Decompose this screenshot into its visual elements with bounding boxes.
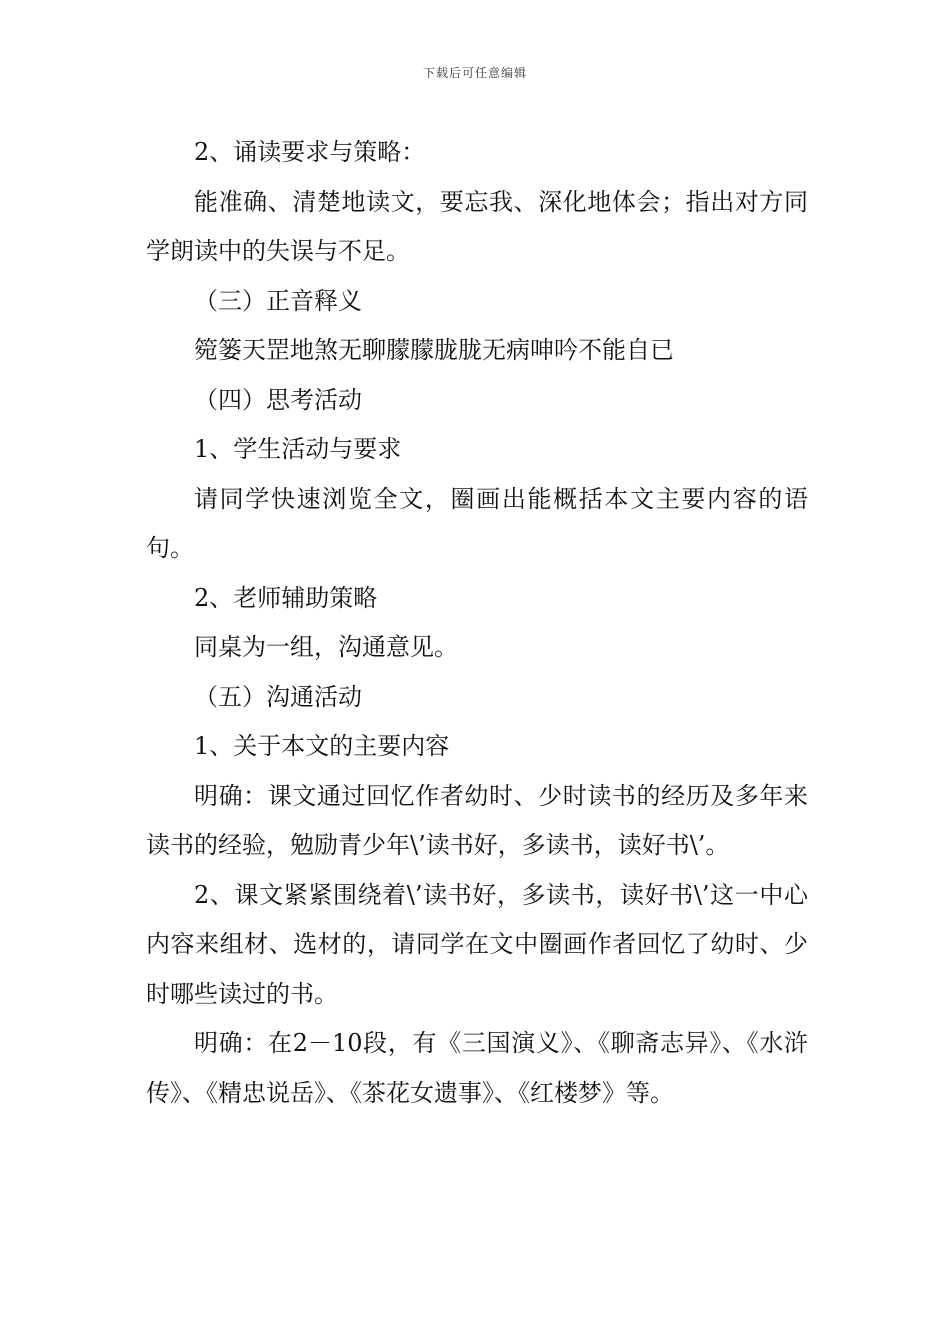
paragraph-main-content-answer: 明确：课文通过回忆作者幼时、少时读书的经历及多年来读书的经验，勉励青少年\’读书好，多读书，读好书\’。	[146, 781, 808, 859]
paragraph-main-content-heading: 1、关于本文的主要内容	[194, 732, 450, 760]
paragraph-reading-requirements: 2、诵读要求与策略：	[194, 138, 426, 166]
heading-communication-activity: （五）沟通活动	[194, 682, 362, 711]
paragraph-vocabulary: 箢篓天罡地煞无聊朦朦胧胧无病呻吟不能自已	[194, 336, 674, 364]
paragraph-material-selection-question: 2、课文紧紧围绕着\’读书好，多读书，读好书\’这一中心内容来组材、选材的，请同学在文中圈画作者回忆了幼时、少时哪些读过的书。	[146, 880, 808, 1008]
paragraph-activity-task: 请同学快速浏览全文，圈画出能概括本文主要内容的语句。	[146, 484, 808, 562]
paragraph-teacher-strategy: 2、老师辅助策略	[194, 583, 378, 612]
heading-pronunciation: （三）正音释义	[194, 286, 362, 315]
paragraph-book-list-answer: 明确：在2－10段，有《三国演义》、《聊斋志异》、《水浒传》、《精忠说岳》、《茶花女遗事》、《红楼梦》等。	[146, 1029, 808, 1107]
document-body	[146, 128, 808, 1118]
paragraph-student-activity: 1、学生活动与要求	[194, 435, 402, 463]
paragraph-reading-strategy: 能准确、清楚地读文，要忘我、深化地体会；指出对方同学朗读中的失误与不足。	[146, 187, 808, 265]
heading-thinking-activity: （四）思考活动	[194, 385, 362, 414]
paragraph-group-discussion: 同桌为一组，沟通意见。	[194, 633, 458, 661]
page-header-note: 下载后可任意编辑	[422, 66, 527, 80]
